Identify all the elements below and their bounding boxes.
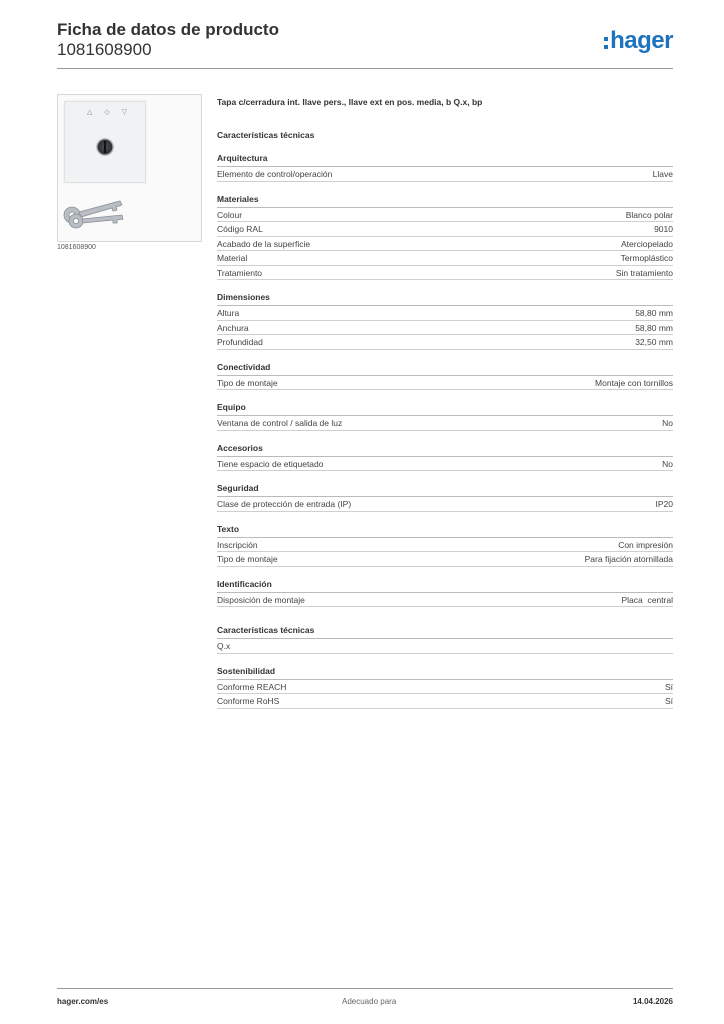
spec-row: [217, 251, 673, 266]
cover-plate-image: [64, 101, 146, 183]
spec-label: Clase de protección de entrada (IP): [217, 499, 352, 509]
spec-value: Con impresión: [618, 539, 673, 550]
spec-label: Tiene espacio de etiquetado: [217, 458, 324, 469]
spec-value: Termoplástico: [620, 253, 673, 263]
spec-group: [217, 482, 673, 512]
spec-group: [217, 193, 673, 281]
spec-row: [217, 266, 673, 281]
spec-row: [217, 208, 673, 223]
spec-group: [217, 361, 673, 391]
spec-label: Colour: [217, 209, 243, 220]
spec-row: [217, 237, 673, 252]
spec-label: Conforme RoHS: [217, 696, 280, 706]
spec-group: [217, 578, 673, 608]
product-number: 1081608900: [57, 40, 152, 59]
image-caption: 1081608900: [57, 244, 96, 251]
footer-suitable-for: Adecuado para: [342, 997, 397, 1006]
spec-label: Conforme REACH: [217, 681, 287, 692]
spec-row: [217, 376, 673, 391]
spec-label: Acabado de la superficie: [217, 238, 311, 249]
spec-label: Anchura: [217, 322, 249, 333]
spec-group: [217, 523, 673, 567]
spec-label: Profundidad: [217, 337, 263, 347]
spec-value: IP20: [655, 499, 673, 509]
spec-group-title: Materiales: [217, 193, 673, 208]
spec-group-title: Características técnicas: [217, 624, 673, 639]
spec-label: Tratamiento: [217, 267, 263, 278]
spec-group-title: Dimensiones: [217, 291, 673, 306]
spec-group: [217, 152, 673, 182]
spec-label: Altura: [217, 308, 240, 318]
hager-logo: [604, 27, 673, 55]
spec-row: [217, 552, 673, 567]
spec-value: Sí: [664, 696, 673, 706]
lock-cylinder-icon: [96, 138, 114, 156]
spec-value: Placa central: [621, 594, 673, 605]
keys-icon: [62, 189, 126, 231]
page-header: [57, 20, 673, 70]
technical-section-heading: Características técnicas: [217, 130, 315, 140]
spec-label: Inscripción: [217, 539, 258, 550]
spec-group: [217, 401, 673, 431]
spec-value: 32,50 mm: [635, 337, 673, 347]
spec-row: [217, 167, 673, 182]
spec-value: Para fijación atornillada: [584, 554, 673, 564]
spec-group-title: Texto: [217, 523, 673, 538]
spec-label: Q.x: [217, 641, 231, 651]
spec-group-title: Equipo: [217, 401, 673, 416]
spec-value: Montaje con tornillos: [595, 377, 673, 388]
spec-value: No: [662, 418, 673, 428]
spec-row: [217, 306, 673, 321]
spec-row: [217, 457, 673, 472]
spec-row: [217, 222, 673, 237]
spec-value: 58,80 mm: [635, 308, 673, 318]
spec-row: [217, 335, 673, 350]
spec-content: [217, 96, 673, 709]
logo-dots-icon: [604, 37, 608, 49]
spec-row: [217, 538, 673, 553]
spec-value: 58,80 mm: [635, 322, 673, 333]
footer-date: 14.04.2026: [632, 997, 673, 1006]
spec-row: [217, 416, 673, 431]
spec-row: [217, 680, 673, 695]
spec-group-title: Sostenibilidad: [217, 665, 673, 680]
footer-website[interactable]: hager.com/es: [57, 997, 109, 1006]
spec-label: Elemento de control/operación: [217, 169, 333, 179]
spec-group-title: Seguridad: [217, 482, 673, 497]
spec-group: [217, 291, 673, 350]
plate-symbols: △ ◇ ▽: [87, 109, 133, 116]
logo-text: hager: [610, 27, 673, 54]
spec-value: Aterciopelado: [621, 238, 673, 249]
spec-label: Tipo de montaje: [217, 554, 278, 564]
spec-value: Llave: [652, 169, 673, 179]
spec-group: [217, 665, 673, 709]
spec-group-title: Conectividad: [217, 361, 673, 376]
spec-group-title: Arquitectura: [217, 152, 673, 167]
spec-value: Blanco polar: [625, 209, 673, 220]
spec-label: Código RAL: [217, 224, 263, 234]
spec-row: [217, 694, 673, 709]
product-description: Tapa c/cerradura int. llave pers., llave ext en pos. media, b Q.x, bp: [217, 97, 483, 107]
spec-label: Ventana de control / salida de luz: [217, 418, 343, 428]
spec-value: No: [662, 458, 673, 469]
spec-row: [217, 639, 673, 654]
spec-group-title: Identificación: [217, 578, 673, 593]
spec-group: [217, 624, 673, 654]
spec-value: Sin tratamiento: [615, 267, 673, 278]
document-title: Ficha de datos de producto: [57, 20, 279, 39]
spec-group: [217, 442, 673, 472]
footer-divider: [57, 988, 673, 989]
header-divider: [57, 68, 673, 69]
spec-groups: [217, 152, 673, 607]
spec-row: [217, 593, 673, 608]
spec-group-title: Accesorios: [217, 442, 673, 457]
spec-label: Tipo de montaje: [217, 377, 278, 388]
spec-label: Material: [217, 253, 248, 263]
spec-row: [217, 321, 673, 336]
extra-spec-groups: [217, 624, 673, 709]
spec-value: 9010: [654, 224, 673, 234]
spec-value: Sí: [664, 681, 673, 692]
spec-row: [217, 497, 673, 512]
spec-label: Disposición de montaje: [217, 594, 305, 605]
product-image: [57, 94, 202, 242]
